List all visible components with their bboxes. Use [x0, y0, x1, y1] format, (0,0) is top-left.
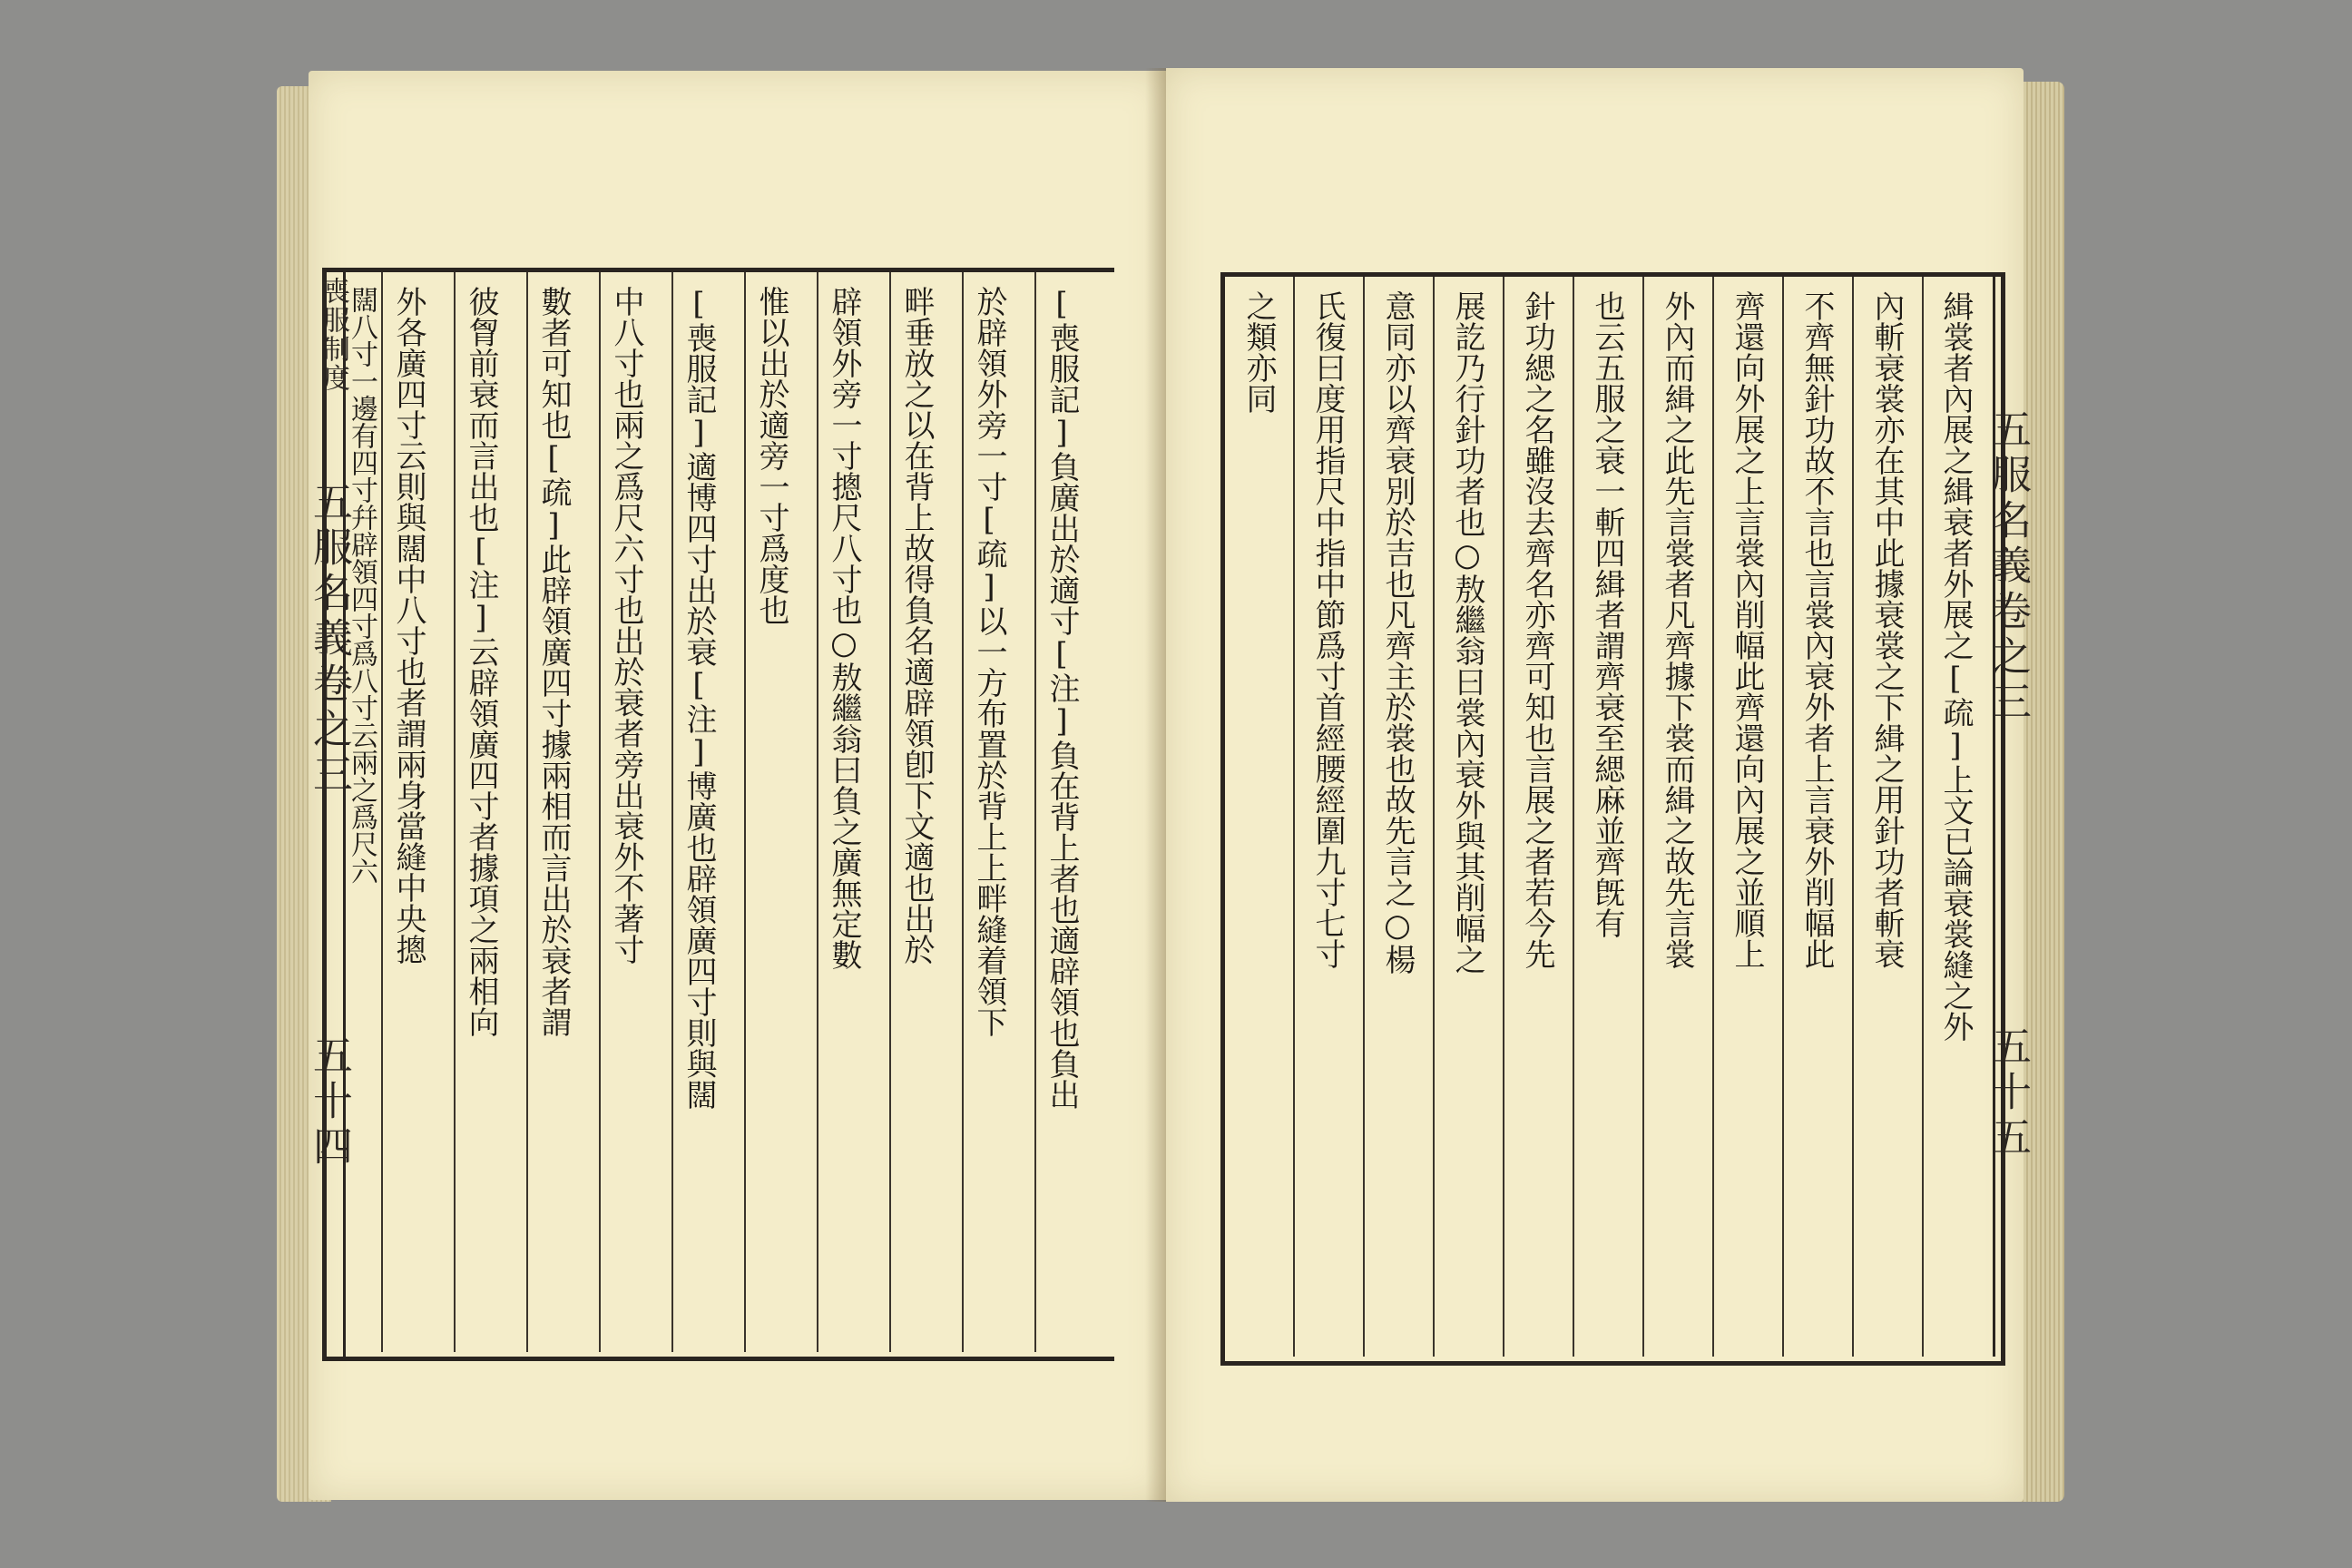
column-rule	[1363, 277, 1365, 1357]
left-fold-page-number: 五十四	[306, 1034, 352, 1171]
text-column: [喪服記]負廣出於適寸[注]負在背上者也適辟領也負出	[1044, 286, 1080, 1110]
column-rule	[817, 272, 818, 1352]
text-column: 辟領外旁一寸摠尺八寸也○敖繼翁曰負之廣無定數	[826, 286, 862, 970]
text-column: 於辟領外旁一寸[疏]以一方布置於背上上畔縫着領下	[971, 286, 1007, 1037]
text-column: 內斬衰裳亦在其中此據衰裳之下緝之用針功者斬衰	[1868, 290, 1905, 969]
column-rule	[1782, 277, 1784, 1357]
text-column: 外內而緝之此先言裳者凡齊據下裳而緝之故先言裳	[1659, 290, 1695, 969]
text-column: 畔垂放之以在背上故得負名適辟領卽下文適也出於	[898, 286, 935, 965]
right-fold-page-number: 五十五	[1984, 1025, 2031, 1161]
column-rule	[454, 272, 456, 1352]
text-column: 中八寸也兩之爲尺六寸也出於衰者旁出衰外不著寸	[608, 286, 644, 965]
text-column: 數者可知也[疏]此辟領廣四寸據兩相而言出於衰者謂	[535, 286, 572, 1037]
left-fold-title: 五服名義卷之三	[306, 481, 352, 799]
column-rule	[1642, 277, 1644, 1357]
text-column: 外各廣四寸云則與闊中八寸也者謂兩身當縫中央摠	[390, 286, 426, 965]
column-rule	[1852, 277, 1854, 1357]
text-column: 不齊無針功故不言也言裳內衰外者上言衰外削幅此	[1798, 290, 1835, 969]
text-column: 意同亦以齊衰別於吉也凡齊主於裳也故先言之○楊	[1379, 290, 1416, 975]
column-rule	[1293, 277, 1295, 1357]
column-rule	[1712, 277, 1714, 1357]
text-column: 針功緦之名雖沒去齊名亦齊可知也言展之者若今先	[1519, 290, 1555, 969]
column-rule	[744, 272, 746, 1352]
left-chapter-label: 喪服制度	[318, 277, 349, 393]
column-rule	[1034, 272, 1036, 1352]
column-rule	[526, 272, 528, 1352]
text-column: 闊八寸一邊有四寸幷辟領四寸爲八寸云兩之爲尺六	[346, 286, 377, 885]
text-column: 也云五服之衰一斬四緝者謂齊衰至緦麻並齊旣有	[1589, 290, 1625, 938]
column-rule	[1573, 277, 1574, 1357]
column-rule	[1503, 277, 1504, 1357]
text-column: 緝裳者內展之緝衰者外展之[疏]上文已論衰裳縫之外	[1937, 290, 1974, 1042]
column-rule	[1433, 277, 1435, 1357]
text-column: 展訖乃行針功者也○敖繼翁曰裳內衰外與其削幅之	[1449, 290, 1485, 975]
column-rule	[962, 272, 964, 1352]
text-column: 之類亦同	[1240, 290, 1277, 414]
text-column: 氏復曰度用指尺中指中節爲寸首經腰經圍九寸七寸	[1309, 290, 1346, 969]
column-rule	[381, 272, 383, 1352]
column-rule	[671, 272, 673, 1352]
column-rule	[599, 272, 601, 1352]
text-column: 彼胷前衰而言出也[注]云辟領廣四寸者據項之兩相向	[463, 286, 499, 1037]
text-column: [喪服記]適博四寸出於衰[注]博廣也辟領廣四寸則與闊	[681, 286, 717, 1110]
right-fold-title: 五服名義卷之三	[1984, 408, 2031, 726]
text-column: 惟以出於適旁一寸爲度也	[753, 286, 789, 625]
text-column: 齊還向外展之上言裳內削幅此齊還向內展之並順上	[1729, 290, 1765, 969]
column-rule	[1922, 277, 1924, 1357]
column-rule	[889, 272, 891, 1352]
